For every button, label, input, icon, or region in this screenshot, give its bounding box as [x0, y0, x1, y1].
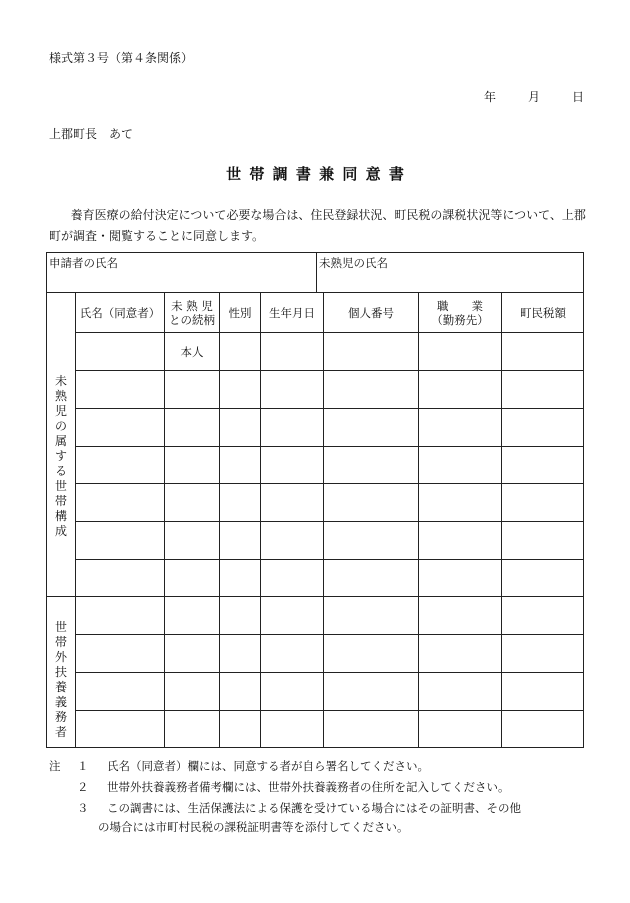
first-row-relation: 本人 [180, 344, 204, 359]
applicant-name-label: 申請者の氏名 [49, 256, 118, 270]
note-text-1: 氏名（同意者）欄には、同意する者が自ら署名してください。 [107, 759, 429, 773]
col-name-header: 氏名（同意者） [79, 305, 161, 320]
note-text-3: この調書には、生活保護法による保護を受けている場合にはその証明書、その他 [107, 801, 521, 815]
household-table [46, 252, 584, 748]
note-item-3 [49, 798, 594, 819]
note-num-3: ３ [77, 801, 89, 815]
section-outside-label: 世帯外扶養義務者 [54, 620, 67, 739]
note-item-2 [49, 777, 594, 798]
col-occupation-header [419, 293, 501, 332]
addressee: 上郡町長 あて [49, 127, 134, 141]
section-household-label: 未熟児の属する世帯構成 [54, 374, 67, 538]
note-text-3-continued: の場合には市町村民税の課税証明書等を添付してください。 [98, 820, 409, 834]
date-year: 年 [484, 90, 497, 104]
col-id-number-header: 個人番号 [348, 305, 394, 320]
col-relation-header [165, 293, 219, 332]
notes-label: 注 [49, 759, 61, 773]
col-occupation-line2: （勤務先） [431, 312, 489, 327]
date-month: 月 [528, 90, 541, 104]
child-name-label: 未熟児の氏名 [319, 256, 388, 270]
note-num-1: １ [77, 759, 89, 773]
col-gender-header: 性別 [228, 305, 252, 320]
col-tax-header: 町民税額 [520, 305, 566, 320]
notes-section [49, 756, 594, 838]
note-item-1 [49, 756, 594, 777]
note-num-2: ２ [77, 780, 89, 794]
col-relation-line1: 未 熟 児 [171, 298, 213, 313]
col-relation-line2: との続柄 [169, 312, 215, 327]
col-dob-header: 生年月日 [269, 305, 315, 320]
intro-paragraph: 養育医療の給付決定について必要な場合は、住民登録状況、町民税の課税状況等について、上郡町が調査・閲覧することに同意します。 [49, 208, 586, 243]
date-line [484, 88, 584, 105]
document-title: 世帯調書兼同意書 [226, 165, 413, 183]
col-occupation-line1: 職 業 [437, 298, 483, 313]
date-day: 日 [572, 90, 585, 104]
form-number: 様式第３号（第４条関係） [49, 51, 194, 65]
note-text-2: 世帯外扶養義務者備考欄には、世帯外扶養義務者の住所を記入してください。 [107, 780, 510, 794]
